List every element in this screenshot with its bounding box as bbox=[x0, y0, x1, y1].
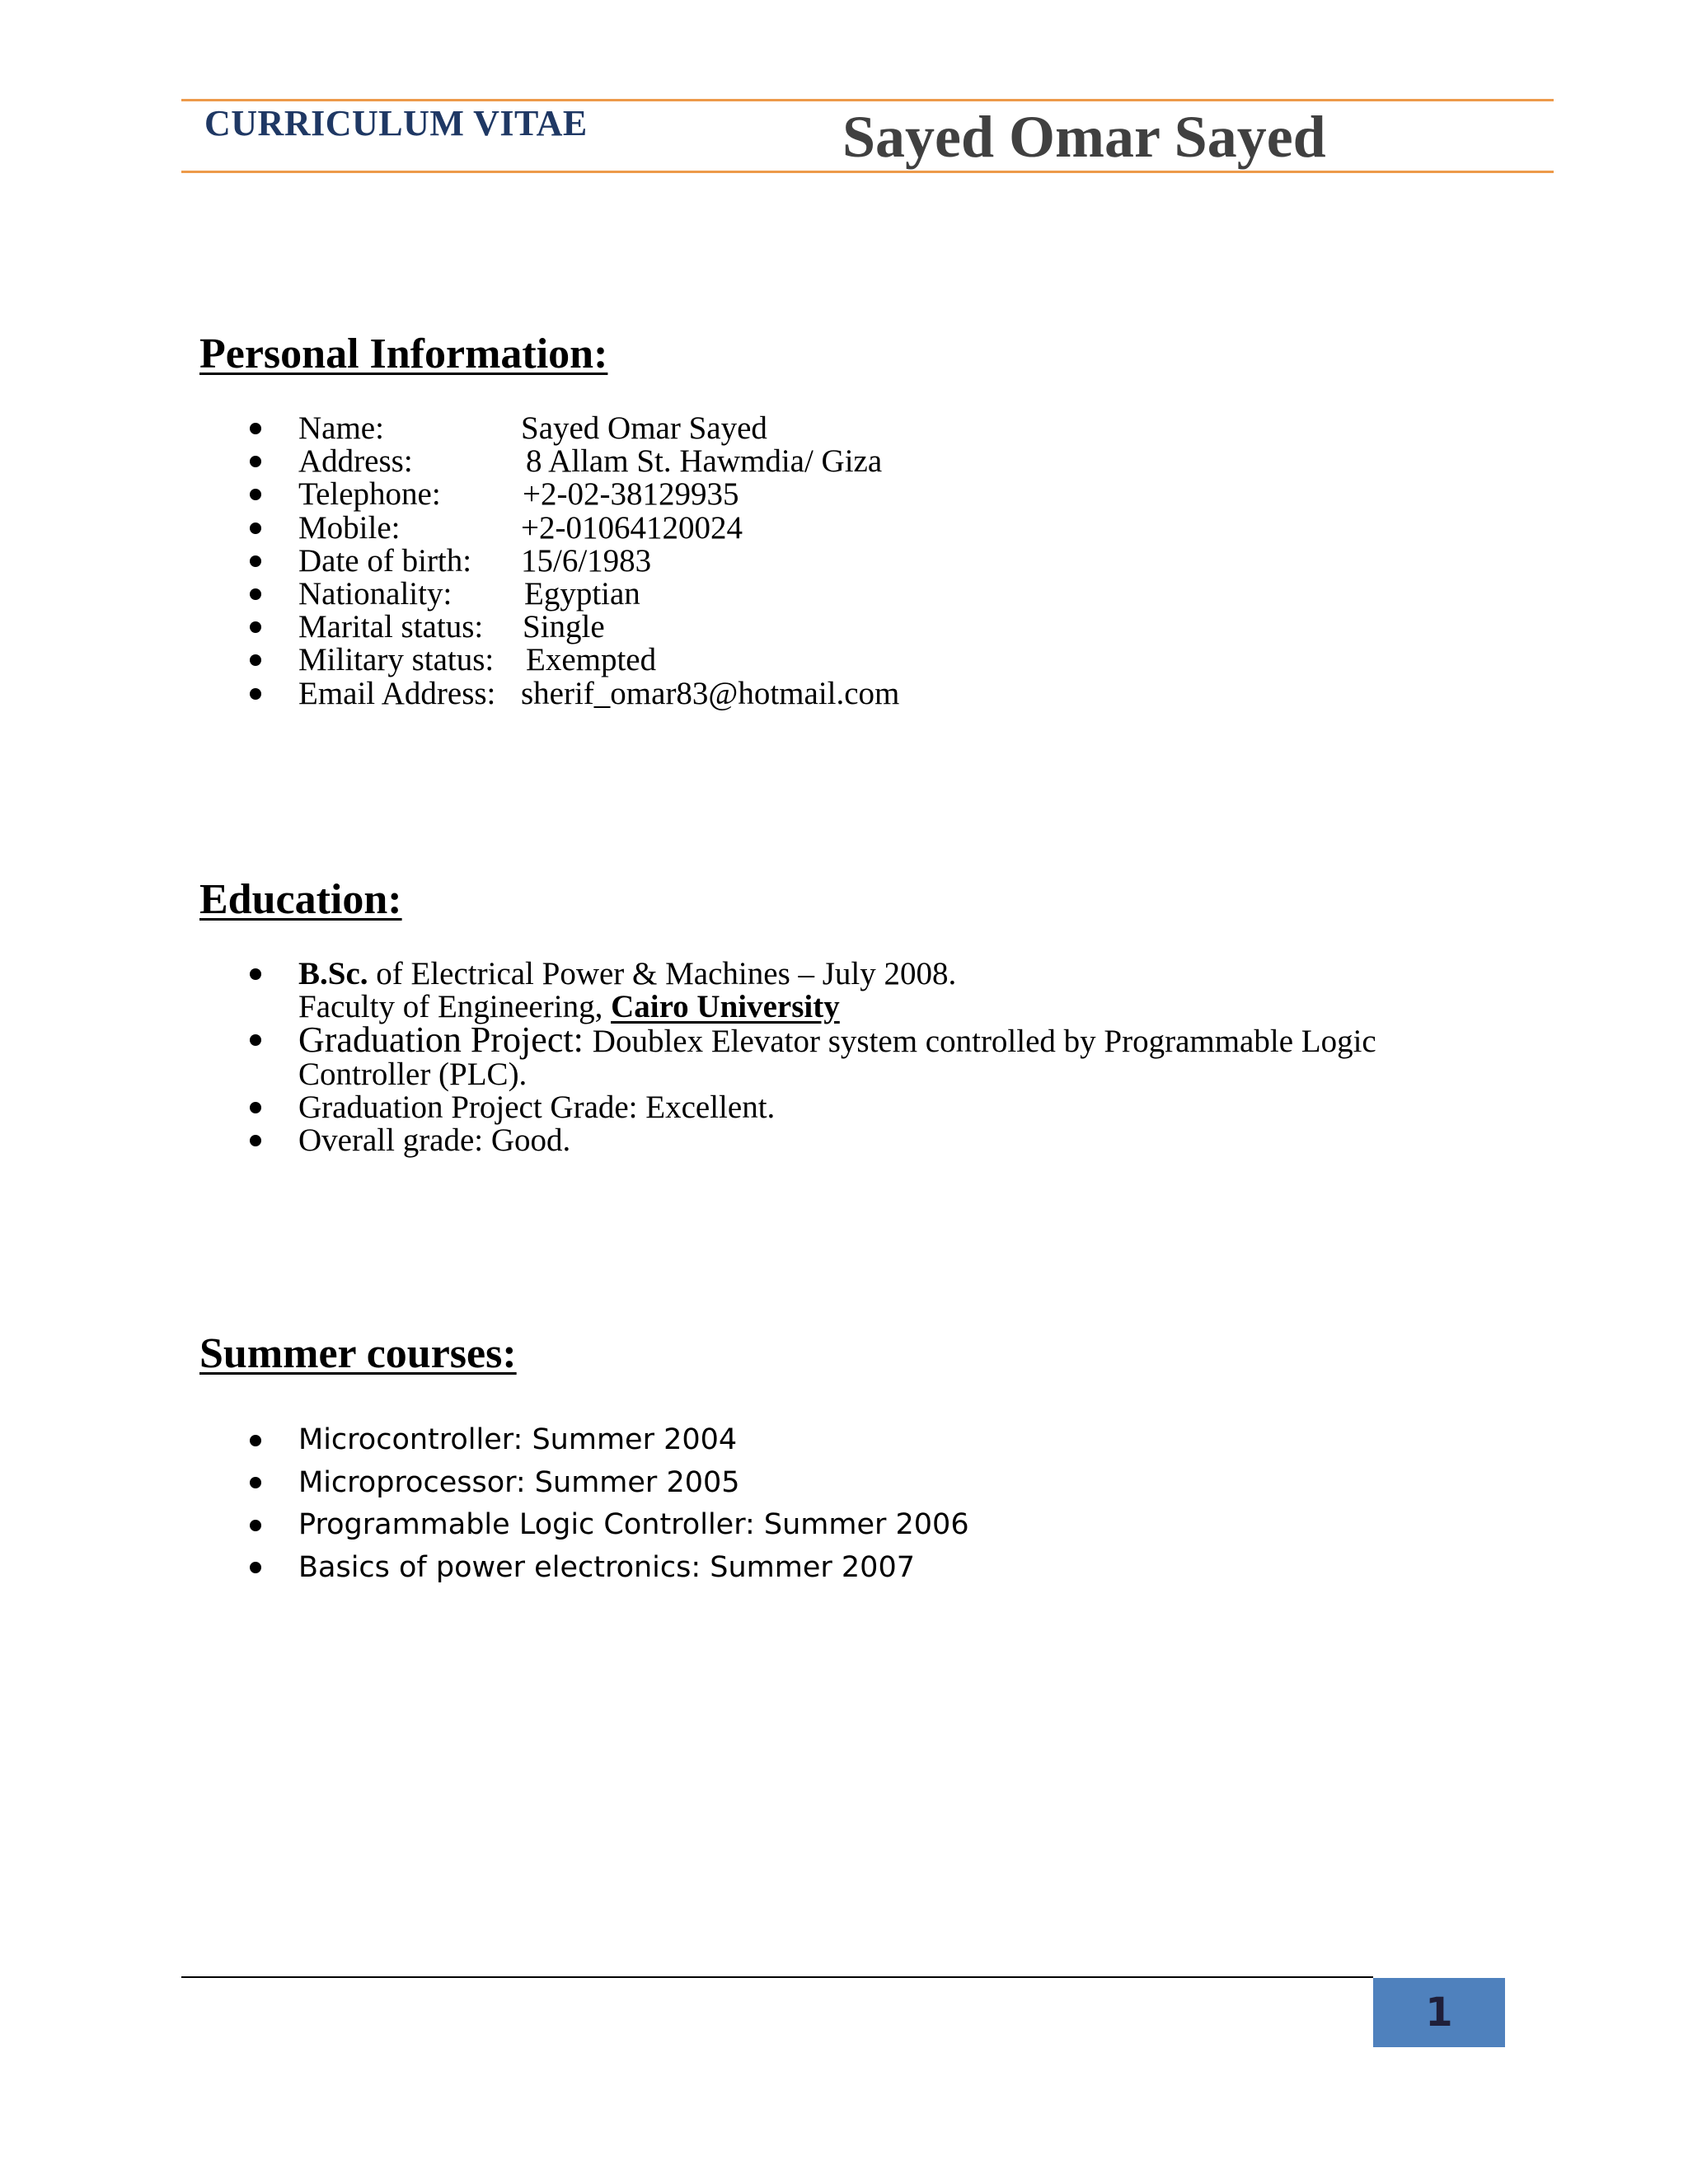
field-value: Egyptian bbox=[524, 575, 640, 612]
footer-rule bbox=[181, 1976, 1373, 1978]
field-label: Email Address: bbox=[298, 675, 496, 711]
field-value: Sayed Omar Sayed bbox=[521, 410, 767, 446]
bullet-icon bbox=[250, 1102, 261, 1113]
list-item-degree bbox=[0, 958, 1688, 1024]
list-item-project bbox=[0, 1019, 1688, 1092]
course-text: Basics of power electronics: Summer 2007 bbox=[298, 1550, 915, 1584]
degree-description: of Electrical Power & Machines – July 2008. bbox=[368, 956, 957, 991]
bullet-icon bbox=[250, 1477, 261, 1488]
bullet-icon bbox=[250, 688, 261, 700]
bullet-icon bbox=[250, 588, 261, 600]
field-label: Name: bbox=[298, 410, 384, 446]
bullet-icon bbox=[250, 1520, 261, 1531]
list-item bbox=[0, 1547, 1688, 1590]
list-item-project-grade bbox=[0, 1091, 1688, 1124]
field-value: Exempted bbox=[526, 642, 657, 678]
personal-information-heading: Personal Information: bbox=[199, 330, 608, 377]
list-item bbox=[0, 509, 1688, 546]
field-label: Address: bbox=[298, 443, 413, 480]
bullet-icon bbox=[250, 968, 261, 980]
field-label: Military status: bbox=[298, 642, 495, 678]
course-text: Programmable Logic Controller: Summer 2006 bbox=[298, 1508, 969, 1541]
education-list bbox=[0, 958, 1688, 1157]
list-item bbox=[0, 677, 1688, 710]
bullet-icon bbox=[250, 456, 261, 467]
field-label: Nationality: bbox=[298, 575, 452, 612]
field-value: sherif_omar83@hotmail.com bbox=[521, 675, 900, 711]
faculty-text: Faculty of Engineering, bbox=[298, 989, 612, 1024]
list-item bbox=[0, 542, 1688, 579]
header-top-rule bbox=[181, 99, 1554, 101]
list-item bbox=[0, 644, 1688, 677]
project-description-cont: Controller (PLC). bbox=[298, 1057, 528, 1092]
education-heading: Education: bbox=[199, 876, 402, 923]
list-item bbox=[0, 1419, 1688, 1462]
bullet-icon bbox=[250, 1034, 261, 1046]
list-item bbox=[0, 445, 1688, 478]
document-type-label: CURRICULUM VITAE bbox=[204, 103, 588, 143]
bullet-icon bbox=[250, 654, 261, 666]
field-label: Mobile: bbox=[298, 509, 401, 546]
field-label: Date of birth: bbox=[298, 542, 472, 579]
list-item bbox=[0, 611, 1688, 644]
overall-grade: Overall grade: Good. bbox=[298, 1122, 571, 1158]
list-item bbox=[0, 1462, 1688, 1505]
bullet-icon bbox=[250, 523, 261, 534]
project-grade: Graduation Project Grade: Excellent. bbox=[298, 1090, 776, 1125]
field-value: +2-01064120024 bbox=[521, 509, 743, 546]
bullet-icon bbox=[250, 423, 261, 434]
page-number-box: 1 bbox=[1373, 1978, 1505, 2047]
bullet-icon bbox=[250, 1435, 261, 1446]
list-item bbox=[0, 1504, 1688, 1547]
field-label: Telephone: bbox=[298, 476, 441, 513]
course-text: Microprocessor: Summer 2005 bbox=[298, 1465, 740, 1499]
bullet-icon bbox=[250, 1135, 261, 1146]
bullet-icon bbox=[250, 555, 261, 567]
personal-information-list bbox=[0, 412, 1688, 710]
bullet-icon bbox=[250, 621, 261, 633]
degree-abbreviation: B.Sc. bbox=[298, 956, 368, 991]
header-bottom-rule bbox=[181, 171, 1554, 173]
field-value: 8 Allam St. Hawmdia/ Giza bbox=[526, 443, 883, 480]
project-description: Doublex Elevator system controlled by Programmable Logic bbox=[592, 1024, 1376, 1059]
summer-courses-list bbox=[0, 1419, 1688, 1589]
project-label: Graduation Project: bbox=[298, 1019, 593, 1060]
course-text: Microcontroller: Summer 2004 bbox=[298, 1423, 738, 1456]
list-item-overall-grade bbox=[0, 1124, 1688, 1157]
applicant-name-title: Sayed Omar Sayed bbox=[842, 104, 1326, 170]
list-item bbox=[0, 412, 1688, 445]
list-item bbox=[0, 478, 1688, 511]
summer-courses-heading: Summer courses: bbox=[199, 1330, 517, 1377]
list-item bbox=[0, 575, 1688, 612]
university-name: Cairo University bbox=[611, 989, 840, 1024]
field-value: +2-02-38129935 bbox=[523, 476, 739, 513]
field-value: Single bbox=[523, 609, 605, 645]
field-value: 15/6/1983 bbox=[521, 542, 652, 579]
field-label: Marital status: bbox=[298, 609, 484, 645]
bullet-icon bbox=[250, 1562, 261, 1573]
bullet-icon bbox=[250, 489, 261, 500]
